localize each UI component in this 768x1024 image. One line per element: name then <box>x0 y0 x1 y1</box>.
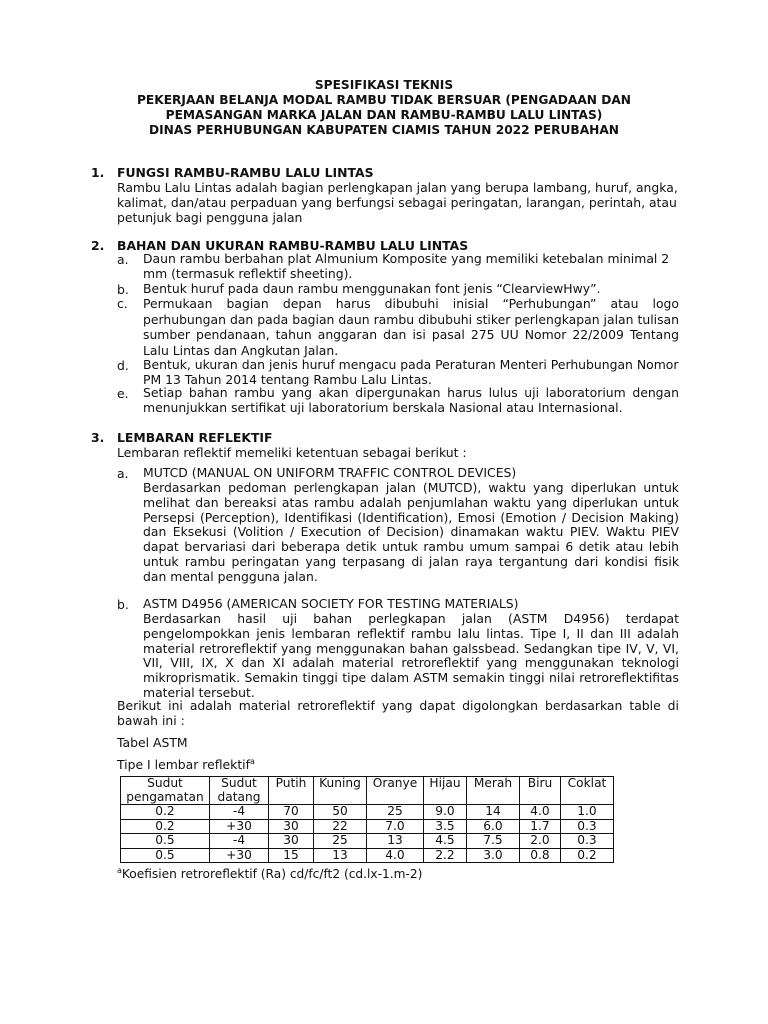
table-cell: 0.2 <box>561 848 614 863</box>
section3-heading: LEMBARAN REFLEKTIF <box>117 430 273 445</box>
table-cell: 15 <box>269 848 314 863</box>
table-cell: +30 <box>210 848 269 863</box>
table-cell: 14 <box>467 805 520 820</box>
table-cell: 7.0 <box>367 819 424 834</box>
section2-item-e-letter: e. <box>117 386 129 401</box>
table-cell: -4 <box>210 805 269 820</box>
doc-subtitle-line1: PEKERJAAN BELANJA MODAL RAMBU TIDAK BERSUAR (PENGADAAN DAN <box>137 93 631 107</box>
table-cell: -4 <box>210 834 269 849</box>
table-cell: 13 <box>314 848 367 863</box>
doc-subtitle-line2: PEMASANGAN MARKA JALAN DAN RAMBU-RAMBU LALU LINTAS) <box>165 108 603 122</box>
table-cell: 0.3 <box>561 819 614 834</box>
table-cell: 4.0 <box>520 805 561 820</box>
table-cell: 0.2 <box>121 819 210 834</box>
section3-number: 3. <box>91 430 105 445</box>
table-header-cell: Merah <box>467 777 520 805</box>
table-cell: 0.3 <box>561 834 614 849</box>
section3-item-a-title: MUTCD (MANUAL ON UNIFORM TRAFFIC CONTROL DEVICES) <box>143 465 517 480</box>
section3-following-text: Berikut ini adalah material retroreflektif yang dapat digolongkan berdasarkan table di bawah ini : <box>117 698 679 728</box>
table-cell: 0.5 <box>121 834 210 849</box>
table-cell: 0.2 <box>121 805 210 820</box>
section2-item-b-text: Bentuk huruf pada daun rambu menggunakan font jenis “ClearviewHwy”. <box>143 281 601 296</box>
section2-number: 2. <box>91 238 105 253</box>
table-row <box>121 819 614 834</box>
table-header-cell: Sudut datang <box>210 777 269 805</box>
table-row <box>121 805 614 820</box>
footnote-sup: a <box>117 866 122 875</box>
section3-item-a-letter: a. <box>117 466 129 481</box>
table-cell: 7.5 <box>467 834 520 849</box>
section3-item-b-title: ASTM D4956 (AMERICAN SOCIETY FOR TESTING MATERIALS) <box>143 596 519 611</box>
table-cell: 50 <box>314 805 367 820</box>
table-cell: 4.0 <box>367 848 424 863</box>
doc-subtitle-line3: DINAS PERHUBUNGAN KABUPATEN CIAMIS TAHUN 2022 PERUBAHAN <box>149 123 619 137</box>
section2-item-d-text: Bentuk, ukuran dan jenis huruf mengacu pada Peraturan Menteri Perhubungan Nomor PM 13 Tahun 2014 tentang Rambu Lalu Lintas. <box>143 357 679 387</box>
table-cell: 70 <box>269 805 314 820</box>
table-cell: 2.2 <box>424 848 467 863</box>
table-footnote: $^a$Koefisien retroreflektif (Ra) cd/fc/ft2 (cd.lx-1.m-2) <box>117 866 423 882</box>
section1-body: Rambu Lalu Lintas adalah bagian perlengkapan jalan yang berupa lambang, huruf, angka, kalimat, dan/atau perpaduan yang berfungsi sebagai peringatan, larangan, perintah, atau petunjuk bagi pengguna jalan <box>117 180 678 225</box>
table-header-row <box>121 777 614 805</box>
section1-number: 1. <box>91 165 105 180</box>
table-header-cell: Hijau <box>424 777 467 805</box>
table-cell: 9.0 <box>424 805 467 820</box>
section2-item-a-text: Daun rambu berbahan plat Almunium Komposite yang memiliki ketebalan minimal 2 mm (termasuk reflektif sheeting). <box>143 251 670 281</box>
table-cell: 3.5 <box>424 819 467 834</box>
table-header-cell: Putih <box>269 777 314 805</box>
table-cell: 30 <box>269 834 314 849</box>
table-cell: 25 <box>314 834 367 849</box>
table-cell: 25 <box>367 805 424 820</box>
table-header-cell: Kuning <box>314 777 367 805</box>
table-cell: 1.0 <box>561 805 614 820</box>
table-cell: +30 <box>210 819 269 834</box>
table-row <box>121 848 614 863</box>
table-cell: 13 <box>367 834 424 849</box>
section1-heading: FUNGSI RAMBU-RAMBU LALU LINTAS <box>117 165 374 180</box>
table-header-cell: Oranye <box>367 777 424 805</box>
table-cell: 1.7 <box>520 819 561 834</box>
section2-item-c-letter: c. <box>117 296 128 311</box>
section3-item-b-letter: b. <box>117 597 129 612</box>
table-cell: 22 <box>314 819 367 834</box>
table-header-cell: Biru <box>520 777 561 805</box>
table-caption: Tipe I lembar reflektif$^a$ <box>117 757 255 773</box>
table-cell: 4.5 <box>424 834 467 849</box>
section2-heading: BAHAN DAN UKURAN RAMBU-RAMBU LALU LINTAS <box>117 238 469 253</box>
table-cell: 6.0 <box>467 819 520 834</box>
table-header-cell: Sudut pengamatan <box>121 777 210 805</box>
section2-item-a-letter: a. <box>117 252 129 267</box>
section2-item-d-letter: d. <box>117 358 129 373</box>
table-cell: 0.5 <box>121 848 210 863</box>
table-header-cell: Coklat <box>561 777 614 805</box>
astm-table <box>120 776 614 863</box>
table-cell: 0.8 <box>520 848 561 863</box>
table-row <box>121 834 614 849</box>
table-cell: 30 <box>269 819 314 834</box>
section3-item-a-body: Berdasarkan pedoman perlengkapan jalan (MUTCD), waktu yang diperlukan untuk melihat dan bereaksi atas rambu adalah penjumlahan waktu yang diperlukan untuk Persepsi (Perception), Identifikasi (Identification), Emosi (Emotion / Decision Making) dan Eksekusi (Volition / Execution of Decision) dinamakan waktu PIEV. Waktu PIEV dapat bervariasi dari beberapa detik untuk rambu umum sampai 6 detik atau lebih untuk rambu peringatan yang terpasang di jalan raya tergantung dari kondisi fisik dan mental pengguna jalan. <box>143 480 679 584</box>
section2-item-b-letter: b. <box>117 282 129 297</box>
table-cell: 2.0 <box>520 834 561 849</box>
table-caption-sup: a <box>250 757 255 766</box>
table-cell: 3.0 <box>467 848 520 863</box>
section3-intro: Lembaran reflektif memeliki ketentuan sebagai berikut : <box>117 445 467 460</box>
section2-item-e-text: Setiap bahan rambu yang akan dipergunakan harus lulus uji laboratorium dengan menunjukkan sertifikat uji laboratorium berskala Nasional atau Internasional. <box>143 385 679 415</box>
table-label: Tabel ASTM <box>117 735 188 750</box>
doc-title: SPESIFIKASI TEKNIS <box>314 78 454 92</box>
section3-item-b-body: Berdasarkan hasil uji bahan perlegkapan jalan (ASTM D4956) terdapat pengelompokkan jenis lembaran reflektif rambu lalu lintas. Tipe I, II dan III adalah material retroreflektif yang menggunakan bahan galssbead. Sedangkan tipe IV, V, VI, VII, VIII, IX, X dan XI adalah material retroreflektif yang menggunakan teknologi mikroprismatik. Semakin tinggi tipe dalam ASTM semakin tinggi nilai retroreflektifitas material tersebut. <box>143 611 679 700</box>
section2-item-c-text: Permukaan bagian depan harus dibubuhi inisial “Perhubungan” atau logo perhubungan dan pada bagian daun rambu dibubuhi stiker perlengkapan jalan tulisan sumber pendanaan, tahun anggaran dan isi pasal 275 UU Nomor 22/2009 Tentang Lalu Lintas dan Angkutan Jalan. <box>143 296 679 358</box>
